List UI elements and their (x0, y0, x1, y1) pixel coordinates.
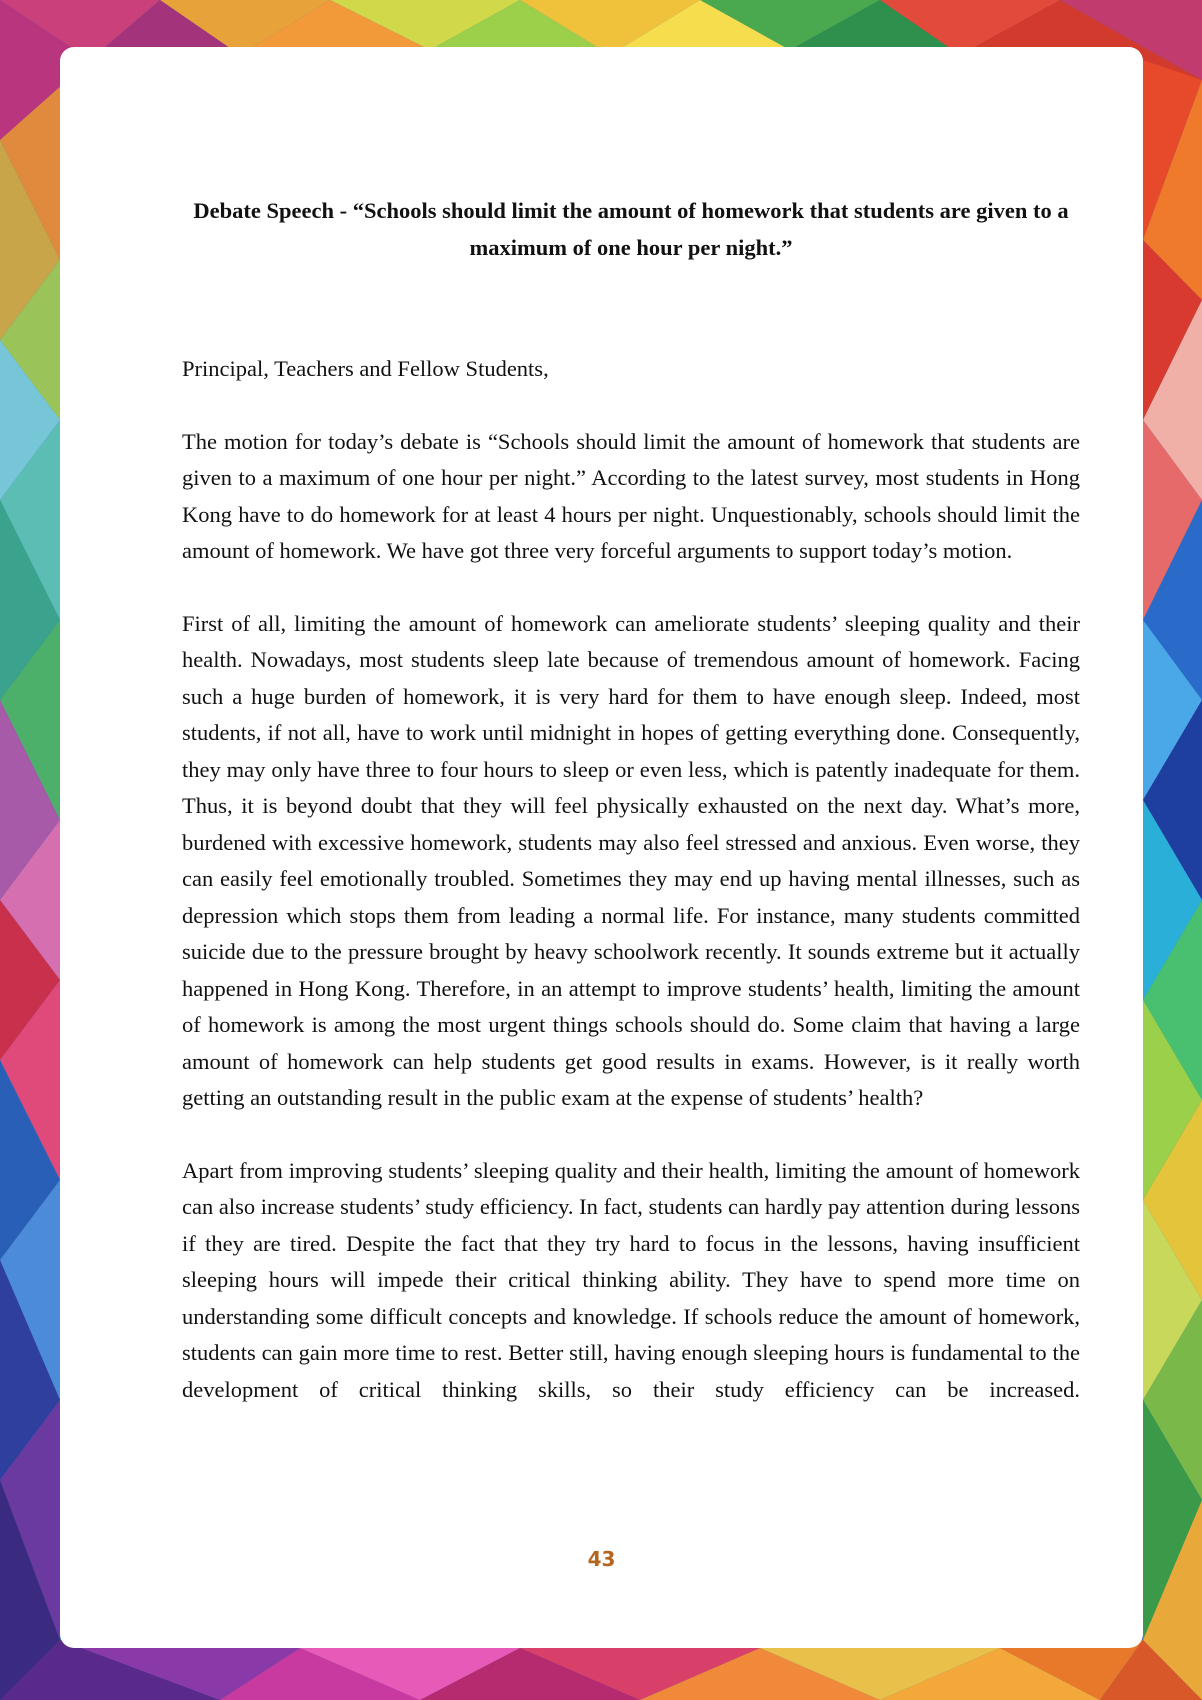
document-title: Debate Speech - “Schools should limit the amount of homework that students are given to a maximum of one hour per night.” (193, 198, 1069, 260)
salutation: Principal, Teachers and Fellow Students, (182, 356, 549, 381)
page-number: 43 (587, 1547, 616, 1571)
document-body (182, 192, 1080, 1408)
paragraph-second-argument: Apart from improving students’ sleeping quality and their health, limiting the amount of homework can also increase students’ study efficiency. In fact, students can hardly pay attention during lessons if they are tired. Despite the fact that they try hard to focus in the lessons, having insufficient sleeping hours will impede their critical thinking ability. They have to spend more time on understanding some difficult concepts and knowledge. If schools reduce the amount of homework, students can gain more time to rest. Better still, having enough sleeping hours is fundamental to the development of critical thinking skills, so their study efficiency can be increased. (182, 1157, 1080, 1402)
paragraph-introduction: The motion for today’s debate is “Schools should limit the amount of homework that students are given to a maximum of one hour per night.” According to the latest survey, most students in Hong Kong have to do homework for at least 4 hours per night. Unquestionably, schools should limit the amount of homework. We have got three very forceful arguments to support today’s motion. (182, 428, 1080, 563)
paragraph-first-argument: First of all, limiting the amount of homework can ameliorate students’ sleeping quality and their health. Nowadays, most students sleep late because of tremendous amount of homework. Facing such a huge burden of homework, it is very hard for them to have enough sleep. Indeed, most students, if not all, have to work until midnight in hopes of getting everything done. Consequently, they may only have three to four hours to sleep or even less, which is patently inadequate for them. Thus, it is beyond doubt that they will feel physically exhausted on the next day. What’s more, burdened with excessive homework, students may also feel stressed and anxious. Even worse, they can easily feel emotionally troubled. Sometimes they may end up having mental illnesses, such as depression which stops them from leading a normal life. For instance, many students committed suicide due to the pressure brought by heavy schoolwork recently. It sounds extreme but it actually happened in Hong Kong. Therefore, in an attempt to improve students’ health, limiting the amount of homework is among the most urgent things schools should do. Some claim that having a large amount of homework can help students get good results in exams. However, is it really worth getting an outstanding result in the public exam at the expense of students’ health? (182, 610, 1080, 1110)
page-card (60, 47, 1143, 1648)
